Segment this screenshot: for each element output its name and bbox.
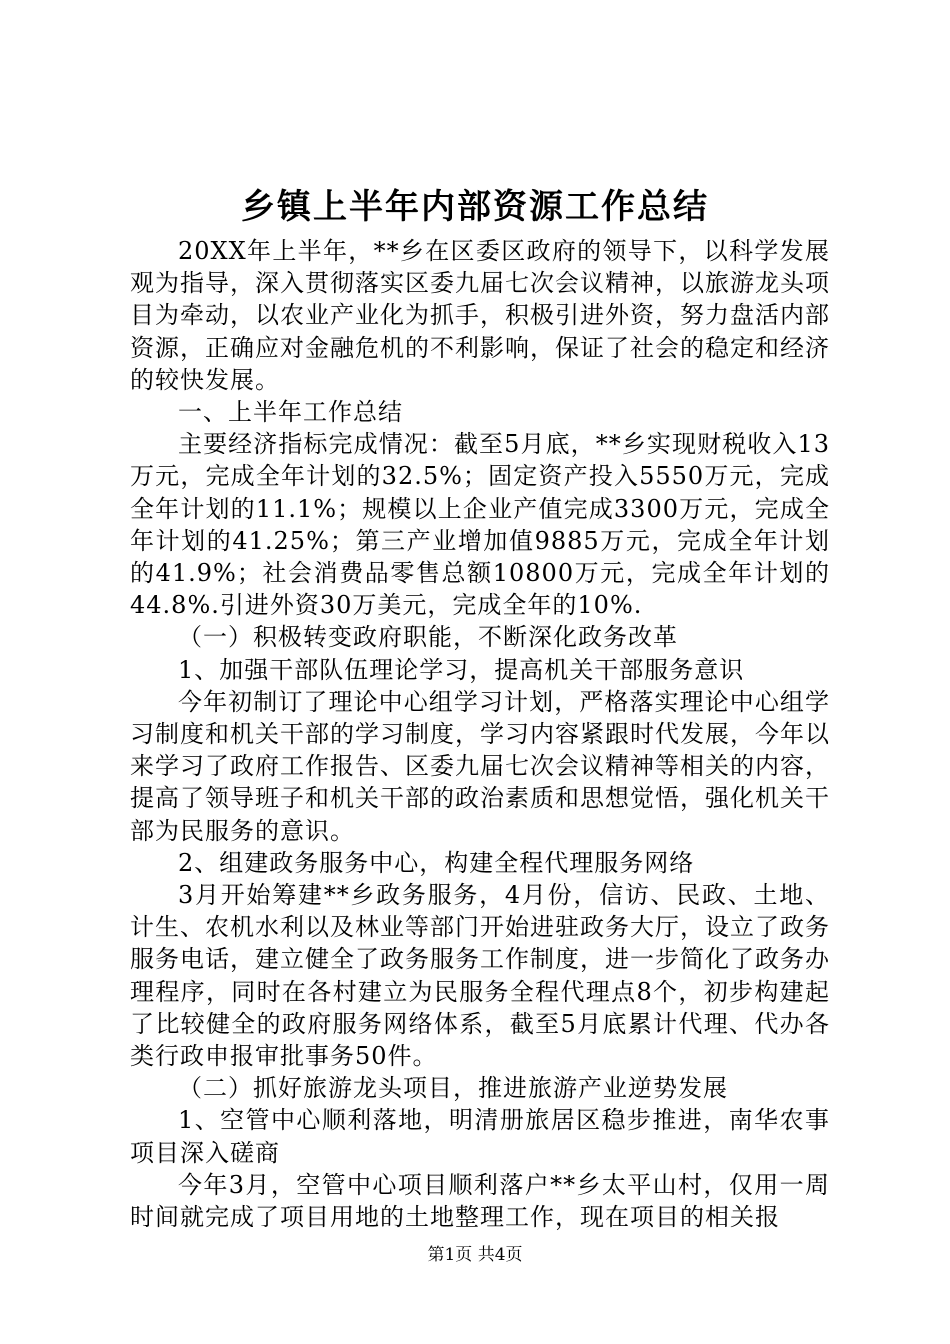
item-heading-air-control-center: 1、空管中心顺利落地，明清册旅居区稳步推进，南华农事项目深入磋商 bbox=[130, 1106, 830, 1167]
subsection-heading-tourism: （二）抓好旅游龙头项目，推进旅游产业逆势发展 bbox=[178, 1074, 728, 1103]
paragraph-intro: 20XX年上半年，**乡在区委区政府的领导下，以科学发展观为指导，深入贯彻落实区委九届七次会议精神，以旅游龙头项目为牵动，以农业产业化为抓手，积极引进外资，努力盘活内部资源，正确应对金融危机的不利影响，保证了社会的稳定和经济的较快发展。 bbox=[130, 237, 830, 394]
item-heading-theory-study: 1、加强干部队伍理论学习，提高机关干部服务意识 bbox=[178, 655, 745, 684]
item-heading-service-center: 2、组建政务服务中心，构建全程代理服务网络 bbox=[178, 848, 695, 877]
paragraph-economic-indicators: 主要经济指标完成情况：截至5月底，**乡实现财税收入13万元，完成全年计划的32.5%；固定资产投入5550万元，完成全年计划的11.1%；规模以上企业产值完成3300万元，完成全年计划的41.25%；第三产业增加值9885万元，完成全年计划的41.9%；社会消费品零售总额10800万元，完成全年计划的44.8%.引进外资30万美元，完成全年的10%. bbox=[130, 430, 830, 620]
subsection-heading-government-reform: （一）积极转变政府职能，不断深化政务改革 bbox=[178, 623, 678, 652]
page-number-footer: 第1页 共4页 bbox=[427, 1245, 523, 1265]
paragraph-service-center: 3月开始筹建**乡政务服务，4月份，信访、民政、土地、计生、农机水利以及林业等部门开始进驻政务大厅，设立了政务服务电话，建立健全了政务服务工作制度，进一步简化了政务办理程序，同时在各村建立为民服务全程代理点8个，初步构建起了比较健全的政府服务网络体系，截至5月底累计代理、代办各类行政申报审批事务50件。 bbox=[130, 881, 830, 1071]
document-body bbox=[130, 235, 830, 1233]
paragraph-air-control-center: 今年3月，空管中心项目顺利落户**乡太平山村，仅用一周时间就完成了项目用地的土地整理工作，现在项目的相关报 bbox=[130, 1170, 830, 1232]
paragraph-theory-study: 今年初制订了理论中心组学习计划，严格落实理论中心组学习制度和机关干部的学习制度，学习内容紧跟时代发展，今年以来学习了政府工作报告、区委九届七次会议精神等相关的内容，提高了领导班子和机关干部的政治素质和思想觉悟，强化机关干部为民服务的意识。 bbox=[130, 687, 830, 845]
document-title: 乡镇上半年内部资源工作总结 bbox=[241, 187, 709, 227]
section-heading-summary: 一、上半年工作总结 bbox=[178, 398, 403, 427]
